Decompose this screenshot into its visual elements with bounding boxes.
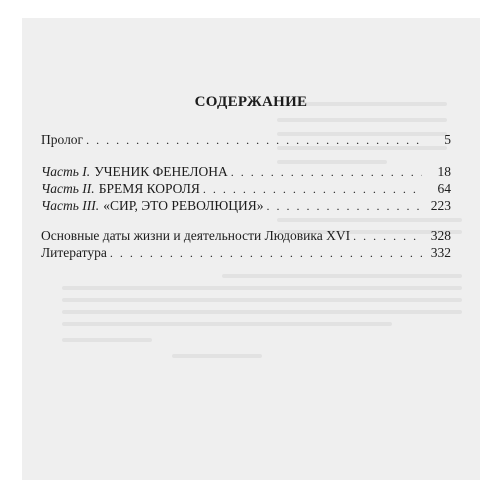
book-page (22, 18, 480, 480)
toc-part-label: Часть II. (41, 181, 95, 196)
toc-entry-page: 332 (430, 245, 451, 260)
toc-entry-part-2 (41, 181, 451, 197)
toc-entry-part-1 (41, 164, 451, 180)
toc-entry-label: УЧЕНИК ФЕНЕЛОНА (94, 164, 228, 179)
toc-leader-dots (267, 198, 423, 214)
toc-entry-label: Литература (41, 245, 107, 260)
toc-entry-part-3 (41, 198, 451, 214)
contents-title: СОДЕРЖАНИЕ (194, 94, 308, 110)
toc-part-label: Часть III. (41, 198, 100, 213)
toc-entry-label: Пролог (41, 132, 84, 147)
toc-entry-literature (41, 245, 451, 261)
toc-leader-dots (353, 228, 422, 244)
toc-leader-dots (203, 181, 422, 197)
toc-leader-dots (231, 164, 422, 180)
toc-entry-label: «СИР, ЭТО РЕВОЛЮЦИЯ» (103, 198, 264, 213)
toc-entry-page: 328 (430, 228, 451, 243)
toc-entry-prologue (41, 132, 451, 148)
toc-entry-dates (41, 228, 451, 244)
toc-part-label: Часть I. (41, 164, 91, 179)
toc-leader-dots (86, 132, 422, 148)
toc-leader-dots (110, 245, 422, 261)
toc-entry-page: 223 (430, 198, 451, 213)
toc-entry-label: БРЕМЯ КОРОЛЯ (98, 181, 200, 196)
toc-entry-page: 18 (437, 164, 451, 179)
toc-entry-page: 5 (444, 132, 451, 147)
toc-entry-label: Основные даты жизни и деятельности Людовика XVI (41, 228, 351, 243)
toc-entry-page: 64 (437, 181, 451, 196)
